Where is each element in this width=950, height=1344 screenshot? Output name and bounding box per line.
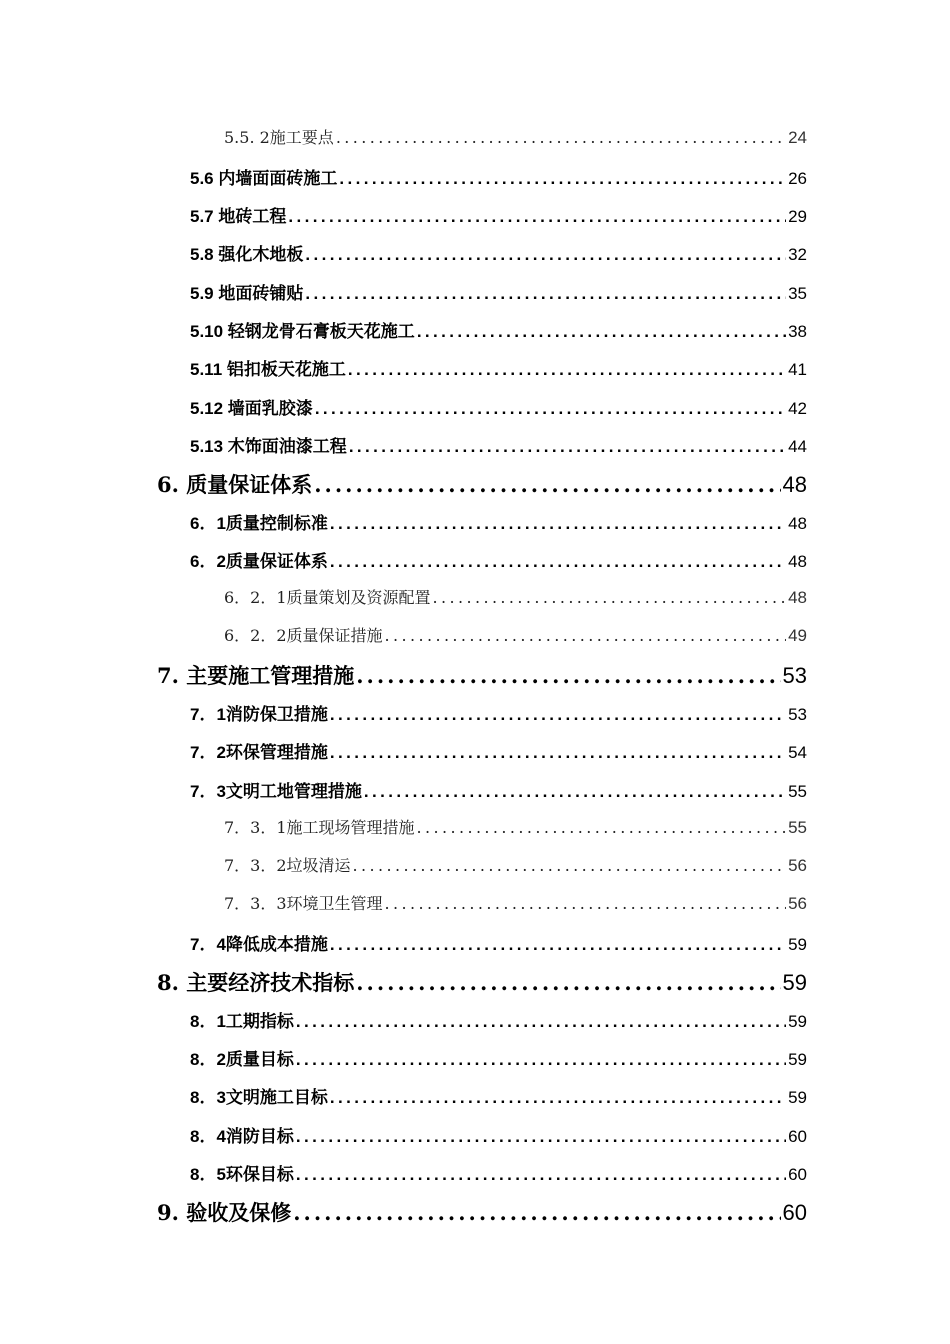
toc-entry[interactable] bbox=[190, 1007, 807, 1032]
toc-entry[interactable] bbox=[190, 1083, 807, 1108]
toc-page-number: 48 bbox=[788, 552, 807, 571]
toc-entry[interactable] bbox=[190, 317, 807, 342]
toc-entry-label: 7．1消防保卫措施 bbox=[190, 705, 328, 724]
toc-page-number: 49 bbox=[788, 626, 807, 645]
toc-page-number: 35 bbox=[788, 284, 807, 303]
toc-entry-label: 9. 验收及保修 bbox=[157, 1200, 292, 1225]
toc-entry[interactable] bbox=[190, 1045, 807, 1070]
toc-entry-label: 8．3文明施工目标 bbox=[190, 1088, 328, 1107]
toc-entry[interactable] bbox=[224, 815, 807, 838]
toc-dot-leader bbox=[433, 588, 787, 607]
toc-dot-leader bbox=[385, 626, 787, 645]
toc-page-number: 48 bbox=[782, 472, 807, 497]
toc-page-number: 53 bbox=[788, 705, 807, 724]
toc-entry[interactable] bbox=[190, 509, 807, 534]
toc-dot-leader bbox=[288, 207, 786, 227]
toc-entry-label: 6．2．1质量策划及资源配置 bbox=[224, 588, 431, 607]
toc-entry[interactable] bbox=[190, 164, 807, 189]
toc-entry[interactable] bbox=[224, 125, 807, 148]
toc-page-number: 59 bbox=[788, 1050, 807, 1069]
toc-dot-leader bbox=[330, 935, 786, 955]
toc-page-number: 59 bbox=[788, 1088, 807, 1107]
toc-page-number: 55 bbox=[788, 818, 807, 837]
toc-entry[interactable] bbox=[224, 891, 807, 914]
toc-dot-leader bbox=[330, 1088, 786, 1108]
toc-dot-leader bbox=[356, 970, 780, 995]
toc-entry[interactable] bbox=[190, 394, 807, 419]
toc-page-number: 53 bbox=[782, 663, 807, 688]
toc-entry-label: 6. 质量保证体系 bbox=[157, 472, 313, 497]
toc-entry-label: 8．1工期指标 bbox=[190, 1012, 294, 1031]
toc-entry-label: 7．2环保管理措施 bbox=[190, 743, 328, 762]
toc-page-number: 29 bbox=[788, 207, 807, 226]
toc-entry-label: 7．4降低成本措施 bbox=[190, 935, 328, 954]
toc-dot-leader bbox=[330, 743, 786, 763]
toc-entry[interactable] bbox=[190, 279, 807, 304]
toc-page-number: 56 bbox=[788, 894, 807, 913]
toc-page-number: 60 bbox=[782, 1200, 807, 1225]
toc-entry[interactable] bbox=[190, 1122, 807, 1147]
toc-entry[interactable] bbox=[190, 240, 807, 265]
toc-entry-label: 6．2．2质量保证措施 bbox=[224, 626, 383, 645]
toc-page-number: 54 bbox=[788, 743, 807, 762]
toc-entry[interactable] bbox=[190, 1160, 807, 1185]
toc-entry-label: 5.9 地面砖铺贴 bbox=[190, 284, 304, 303]
toc-entry-label: 7．3文明工地管理措施 bbox=[190, 782, 362, 801]
toc-dot-leader bbox=[296, 1012, 786, 1032]
toc-entry[interactable] bbox=[157, 967, 807, 997]
toc-page-number: 24 bbox=[788, 128, 807, 147]
toc-entry[interactable] bbox=[190, 700, 807, 725]
toc-entry[interactable] bbox=[190, 930, 807, 955]
toc-dot-leader bbox=[330, 514, 786, 534]
toc-entry[interactable] bbox=[157, 1197, 807, 1227]
toc-entry[interactable] bbox=[190, 355, 807, 380]
toc-dot-leader bbox=[293, 1200, 780, 1225]
toc-entry-label: 5.8 强化木地板 bbox=[190, 245, 304, 264]
toc-entry[interactable] bbox=[224, 623, 807, 646]
toc-dot-leader bbox=[305, 245, 786, 265]
toc-entry-label: 8．5环保目标 bbox=[190, 1165, 294, 1184]
toc-dot-leader bbox=[348, 360, 786, 380]
toc-dot-leader bbox=[356, 663, 780, 688]
toc-page-number: 32 bbox=[788, 245, 807, 264]
toc-page-number: 26 bbox=[788, 169, 807, 188]
toc-dot-leader bbox=[330, 705, 786, 725]
toc-entry[interactable] bbox=[190, 202, 807, 227]
toc-dot-leader bbox=[305, 284, 786, 304]
toc-entry-label: 8．2质量目标 bbox=[190, 1050, 294, 1069]
toc-dot-leader bbox=[417, 818, 787, 837]
toc-page-number: 60 bbox=[788, 1127, 807, 1146]
toc-dot-leader bbox=[417, 322, 786, 342]
toc-page-number: 44 bbox=[788, 437, 807, 456]
toc-dot-leader bbox=[296, 1165, 786, 1185]
toc-entry-label: 6．1质量控制标准 bbox=[190, 514, 328, 533]
toc-entry[interactable] bbox=[157, 469, 807, 499]
toc-dot-leader bbox=[349, 437, 786, 457]
toc-entry-label: 5.5. 2施工要点 bbox=[224, 128, 334, 147]
toc-dot-leader bbox=[330, 552, 786, 572]
toc-page-number: 59 bbox=[788, 1012, 807, 1031]
toc-dot-leader bbox=[296, 1127, 786, 1147]
toc-dot-leader bbox=[364, 782, 786, 802]
toc-entry-label: 5.12 墙面乳胶漆 bbox=[190, 399, 313, 418]
toc-entry-label: 5.10 轻钢龙骨石膏板天花施工 bbox=[190, 322, 415, 341]
toc-entry[interactable] bbox=[224, 585, 807, 608]
toc-entry-label: 5.6 内墙面面砖施工 bbox=[190, 169, 338, 188]
toc-page-number: 41 bbox=[788, 360, 807, 379]
toc-page-number: 59 bbox=[782, 970, 807, 995]
toc-entry[interactable] bbox=[190, 777, 807, 802]
toc-entry-label: 7. 主要施工管理措施 bbox=[157, 663, 355, 688]
toc-entry[interactable] bbox=[157, 660, 807, 690]
toc-dot-leader bbox=[314, 472, 780, 497]
toc-dot-leader bbox=[296, 1050, 786, 1070]
toc-page-number: 38 bbox=[788, 322, 807, 341]
toc-page-number: 56 bbox=[788, 856, 807, 875]
toc-entry-label: 7．3．2垃圾清运 bbox=[224, 856, 351, 875]
toc-dot-leader bbox=[315, 399, 786, 419]
toc-entry-label: 8. 主要经济技术指标 bbox=[157, 970, 355, 995]
toc-entry-label: 7．3．3环境卫生管理 bbox=[224, 894, 383, 913]
toc-entry-label: 7．3．1施工现场管理措施 bbox=[224, 818, 415, 837]
toc-entry-label: 8．4消防目标 bbox=[190, 1127, 294, 1146]
toc-entry[interactable] bbox=[224, 853, 807, 876]
toc-entry-label: 5.11 铝扣板天花施工 bbox=[190, 360, 346, 379]
toc-page-number: 48 bbox=[788, 588, 807, 607]
toc-entry[interactable] bbox=[190, 547, 807, 572]
toc-entry-label: 5.13 木饰面油漆工程 bbox=[190, 437, 347, 456]
toc-page-number: 59 bbox=[788, 935, 807, 954]
toc-entry-label: 5.7 地砖工程 bbox=[190, 207, 287, 226]
toc-entry-label: 6．2质量保证体系 bbox=[190, 552, 328, 571]
toc-page-number: 42 bbox=[788, 399, 807, 418]
toc-page-number: 55 bbox=[788, 782, 807, 801]
toc-dot-leader bbox=[336, 128, 786, 147]
toc-dot-leader bbox=[353, 856, 787, 875]
toc-dot-leader bbox=[385, 894, 787, 913]
toc-dot-leader bbox=[339, 169, 786, 189]
toc-page-number: 60 bbox=[788, 1165, 807, 1184]
toc-entry[interactable] bbox=[190, 432, 807, 457]
toc-page-number: 48 bbox=[788, 514, 807, 533]
toc-entry[interactable] bbox=[190, 738, 807, 763]
